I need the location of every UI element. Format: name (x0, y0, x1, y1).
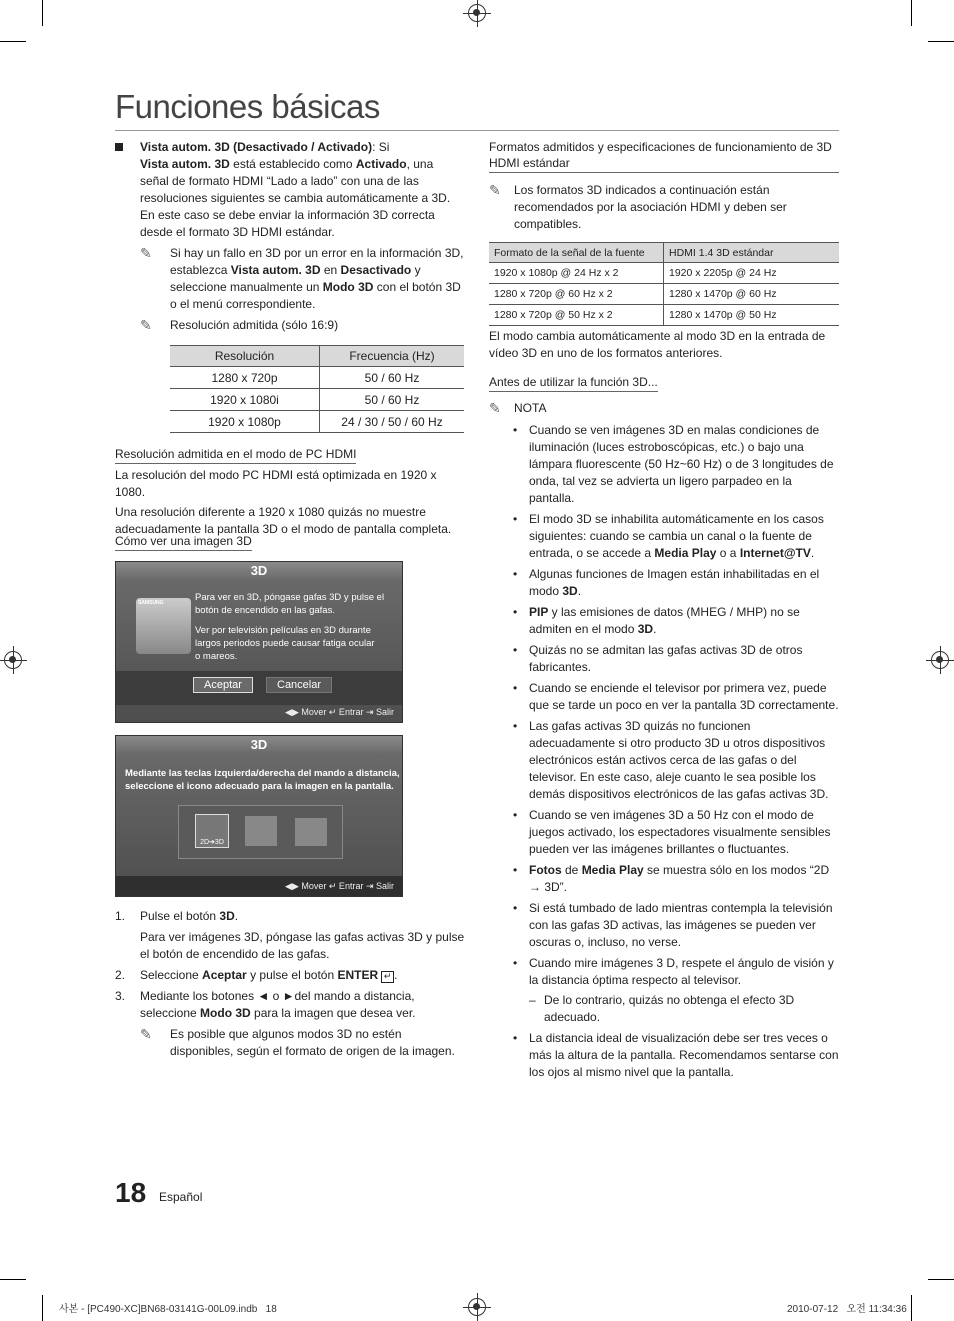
osd-nav-hint: ◀▶ Mover ↵ Entrar ⇥ Salir (285, 881, 394, 891)
antes-heading: Antes de utilizar la función 3D... (489, 374, 658, 392)
pc-paragraph: La resolución del modo PC HDMI está optimizada en 1920 x 1080. (115, 468, 437, 499)
registration-mark-icon (931, 651, 949, 669)
note1-text: con el botón 3D o el menú correspondiente. (170, 280, 461, 311)
page-number: 18 (115, 1177, 147, 1208)
step-bold: Aceptar (202, 968, 247, 982)
mode-paragraph: El modo cambia automáticamente al modo 3D en la entrada de vídeo 3D en uno de los formatos anteriores. (489, 329, 826, 360)
item-text: . (810, 546, 815, 560)
cancel-button[interactable]: Cancelar (266, 677, 332, 693)
list-item: • Cuando se ven imágenes 3D a 50 Hz con el modo de juegos activado, los espectadores visualmente sensibles pueden ver las imágenes brillantes o fluctuantes. (509, 807, 839, 858)
crop-mark (0, 41, 26, 42)
note1-bold: Modo 3D (322, 280, 374, 294)
vista-colon: : Si (372, 140, 390, 154)
step-number: 3. (115, 989, 126, 1003)
enter-icon: ↵ (381, 971, 394, 983)
crop-mark (42, 0, 43, 26)
table-cell: 1920 x 1080p (170, 411, 320, 433)
page-language: Español (159, 1190, 203, 1204)
list-item: • Quizás no se admitan las gafas activas 3D de otros fabricantes. (509, 642, 839, 676)
registration-mark-icon (4, 651, 22, 669)
step-text: para la imagen que desea ver. (250, 1006, 416, 1020)
step-text: y pulse el botón (246, 968, 338, 982)
list-item (509, 511, 839, 562)
table-cell: 1280 x 720p @ 60 Hz x 2 (489, 284, 664, 305)
registration-mark-icon (468, 1298, 486, 1316)
item-bold: Media Play (654, 546, 717, 560)
registration-mark-icon (468, 4, 486, 22)
ver-heading-wrap (115, 533, 252, 551)
mode-side-by-side-icon[interactable] (245, 816, 277, 846)
item-text: El modo 3D se inhabilita automáticamente en los casos siguientes: cuando se cambia un canal o la fuente de entrada, o se accede a (529, 512, 824, 560)
item-text: Algunas funciones de Imagen están inhabilitadas en el modo (529, 567, 820, 598)
antes-section (489, 374, 839, 1085)
vista-label: Vista autom. 3D (Desactivado / Activado) (140, 140, 373, 154)
list-item: • La distancia ideal de visualización debe ser tres veces o más la altura de la pantalla. Recomendamos sentarse con los ojos al mismo nivel que la pantalla. (509, 1030, 839, 1081)
osd-message: Ver por televisión películas en 3D durante largos periodos puede causar fatiga ocular o mareos. (195, 625, 375, 662)
step-text: Mediante los botones ◄ o ►del mando a distancia, seleccione (140, 989, 415, 1020)
table-row (170, 389, 464, 411)
crop-mark (0, 1279, 26, 1280)
pencil-note-icon: ✎ (489, 182, 501, 198)
table-cell: 24 / 30 / 50 / 60 Hz (320, 411, 465, 433)
item-text: Cuando mire imágenes 3 D, respete el ángulo de visión y la distancia óptima respecto al televisor. (529, 956, 834, 987)
pencil-note-icon: ✎ (140, 1026, 152, 1042)
list-item (509, 566, 839, 600)
nota-list (509, 422, 839, 1081)
vista-section (115, 139, 465, 334)
osd-message: Para ver en 3D, póngase gafas 3D y pulse el botón de encendido en las gafas. (195, 592, 385, 616)
note2-text: Resolución admitida (sólo 16:9) (170, 318, 339, 332)
table-cell: 1280 x 720p (170, 367, 320, 389)
item-bold: Media Play (581, 863, 644, 877)
osd-footer-bar (116, 876, 402, 896)
osd-nav-hint: ◀▶ Mover ↵ Entrar ⇥ Salir (285, 707, 394, 717)
title-rule (115, 130, 839, 131)
item-bold: Internet@TV (739, 546, 811, 560)
vista-text2: , una señal de formato HDMI “Lado a lado” con una de las resoluciones siguientes se cambia automáticamente a 3D. En este caso se debe enviar la información 3D correcta desde el formato 3D HDMI estándar. (140, 157, 451, 239)
table-header: Resolución (170, 346, 320, 367)
table-cell: 1280 x 1470p @ 60 Hz (664, 284, 840, 305)
item-bold: PIP (529, 605, 549, 619)
table-cell: 50 / 60 Hz (320, 389, 465, 411)
table-header: HDMI 1.4 3D estándar (664, 243, 840, 263)
crop-mark (911, 0, 912, 26)
table-row (170, 367, 464, 389)
step-text: Seleccione (140, 968, 203, 982)
table-row (170, 411, 464, 433)
note1-bold: Vista autom. 3D (230, 263, 321, 277)
pencil-note-icon: ✎ (140, 245, 152, 261)
pc-heading: Resolución admitida en el modo de PC HDMI (115, 446, 356, 464)
crop-mark (928, 41, 954, 42)
vista-bold2: Activado (355, 157, 407, 171)
step-text: . (394, 968, 398, 982)
osd-button-bar (116, 671, 402, 705)
list-item (509, 955, 839, 1026)
pc-section (115, 446, 465, 538)
square-bullet-icon (115, 143, 123, 151)
item-bold: 3D (562, 584, 578, 598)
item-text: . (653, 622, 657, 636)
footer-date: 2010-07-12 오전 11:34:36 (787, 1304, 907, 1315)
pc-paragraph: Una resolución diferente a 1920 x 1080 quizás no muestre adecuadamente la pantalla 3D o el modo de pantalla completa. (115, 505, 452, 536)
formats-table (489, 242, 839, 326)
osd-3d-mode-dialog (115, 735, 403, 897)
dash-bullet: – (529, 993, 536, 1007)
note-text: Los formatos 3D indicados a continuación están recomendados por la asociación HDMI y deben ser compatibles. (514, 183, 787, 231)
mode-top-bottom-icon[interactable] (295, 818, 327, 846)
step-bold: 3D (219, 909, 235, 923)
table-cell: 1920 x 1080p @ 24 Hz x 2 (489, 263, 664, 284)
osd-3d-warning-dialog (115, 561, 403, 723)
item-text: . (577, 584, 582, 598)
item-bold: 3D (637, 622, 654, 636)
formats-heading: Formatos admitidos y especificaciones de funcionamiento de 3D HDMI estándar (489, 139, 839, 173)
item-text: se muestra sólo en los modos “2D → 3D”. (529, 863, 830, 894)
step-text: Pulse el botón (140, 909, 220, 923)
crop-mark (928, 1279, 954, 1280)
step-number: 2. (115, 968, 126, 982)
table-row (489, 305, 839, 326)
table-header: Frecuencia (Hz) (320, 346, 465, 367)
formats-section (489, 139, 839, 233)
note1-text: en (320, 263, 341, 277)
list-item: • Las gafas activas 3D quizás no funcionen adecuadamente si otro producto 3D u otros dispositivos electrónicos están activos cerca de las gafas o del televisor. En este caso, aleje cuanto le sea posible los demás dispositivos electrónicos de las gafas activas 3D. (509, 718, 839, 803)
list-item (509, 604, 839, 638)
step-bold: ENTER (337, 968, 379, 982)
footer-file: 사본 - [PC490-XC]BN68-03141G-00L09.indb 18 (59, 1304, 277, 1315)
item-text: o a (716, 546, 740, 560)
table-cell: 1920 x 2205p @ 24 Hz (664, 263, 840, 284)
table-row (489, 284, 839, 305)
table-cell: 1920 x 1080i (170, 389, 320, 411)
crop-mark (911, 1295, 912, 1321)
item-text: y las emisiones de datos (MHEG / MHP) no se admiten en el modo (529, 605, 800, 636)
mode-2d-3d-icon[interactable] (195, 814, 229, 848)
list-item: • Si está tumbado de lado mientras contempla la televisión con las gafas 3D activas, las imágenes se pueden ver oscuras o, incluso, no verse. (509, 900, 839, 951)
osd-title: 3D (116, 562, 402, 580)
pencil-note-icon: ✎ (140, 317, 152, 333)
step-bold: Modo 3D (200, 1006, 251, 1020)
mode-label: 2D➔3D (200, 839, 224, 846)
step-text: . (234, 909, 239, 923)
step-paragraph: Para ver imágenes 3D, póngase las gafas activas 3D y pulse el botón de encendido de las gafas. (140, 930, 465, 961)
ver-heading: Cómo ver una imagen 3D (115, 533, 252, 551)
mode-icon-strip (178, 805, 343, 859)
list-item (509, 862, 839, 896)
table-cell: 50 / 60 Hz (320, 367, 465, 389)
vista-text: está establecido como (229, 157, 356, 171)
osd-title: 3D (116, 736, 402, 754)
table-header: Formato de la señal de la fuente (489, 243, 664, 263)
item-bold: Fotos (529, 863, 562, 877)
resolution-table (170, 345, 464, 433)
pencil-note-icon: ✎ (489, 400, 501, 416)
logo-text: SAMSUNG (138, 600, 164, 606)
steps (115, 908, 465, 1060)
note1-text: y seleccione manualmente un (170, 263, 421, 294)
page-title: Funciones básicas (115, 88, 380, 125)
sub-item-text: De lo contrario, quizás no obtenga el efecto 3D adecuado. (544, 993, 795, 1024)
list-item: • Cuando se enciende el televisor por primera vez, puede que se tarde un poco en ver la pantalla 3D correctamente. (509, 680, 839, 714)
step-number: 1. (115, 909, 126, 923)
note-text: Es posible que algunos modos 3D no estén disponibles, según el formato de origen de la imagen. (170, 1027, 455, 1058)
vista-bold: Vista autom. 3D (140, 157, 230, 171)
osd-message: Mediante las teclas izquierda/derecha del mando a distancia, seleccione el icono adecuado para la imagen en la pantalla. (125, 768, 400, 792)
crop-mark (42, 1295, 43, 1321)
item-text: de (561, 863, 582, 877)
note1-text: Si hay un fallo en 3D por un error en la información 3D, establezca (170, 246, 464, 277)
ok-button[interactable]: Aceptar (193, 677, 253, 693)
nota-label: NOTA (514, 401, 547, 415)
table-cell: 1280 x 1470p @ 50 Hz (664, 305, 840, 326)
list-item: • Cuando se ven imágenes 3D en malas condiciones de iluminación (luces estroboscópicas, etc.) o bajo una lámpara fluorescente (50 Hz~60 Hz) o de 3 longitudes de onda, tal vez se advierta un ligero parpadeo en la pantalla. (509, 422, 839, 507)
note1-bold: Desactivado (340, 263, 412, 277)
table-row (489, 263, 839, 284)
table-cell: 1280 x 720p @ 50 Hz x 2 (489, 305, 664, 326)
samsung-3d-logo-icon (136, 598, 191, 654)
